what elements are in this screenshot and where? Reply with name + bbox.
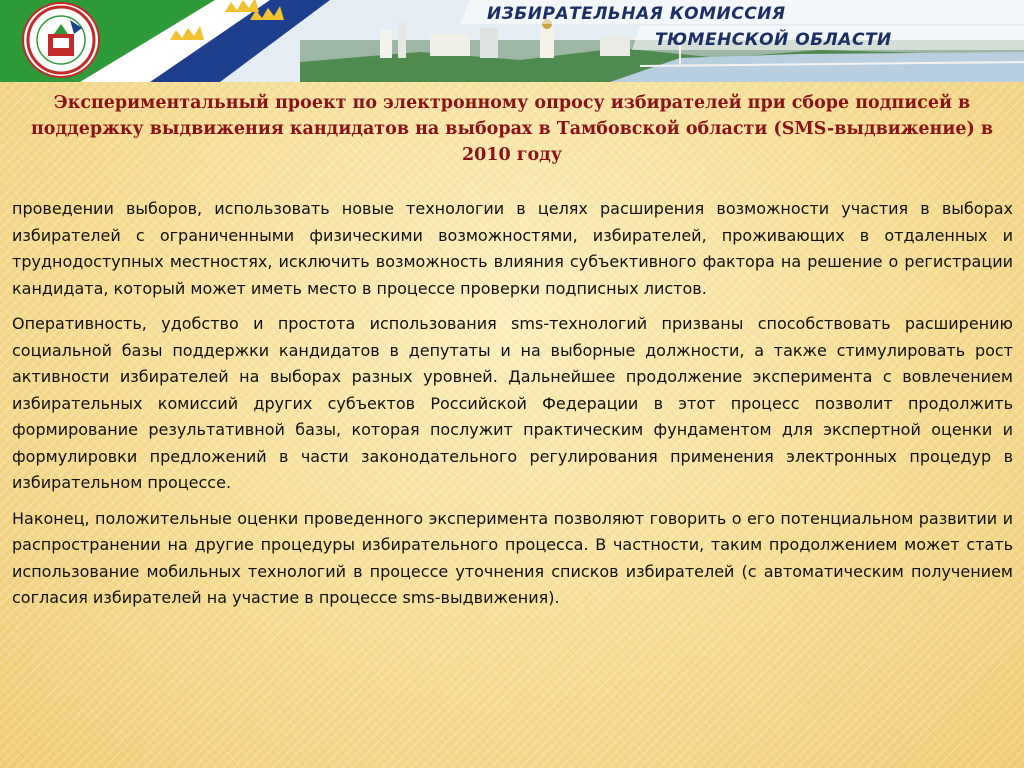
slide-body — [12, 196, 1013, 621]
banner-title-line2: ТЮМЕНСКОЙ ОБЛАСТИ — [655, 30, 892, 50]
body-paragraph-2: Оперативность, удобство и простота использования sms-технологий призваны способствовать расширению социальной базы поддержки кандидатов в депутаты и на выборные должности, а также стимулировать рост активности избирателей на выборах разных уровней. Дальнейшее продолжение эксперимента с вовлечением избирательных комиссий других субъектов Российской Федерации в этот процесс позволит продолжить формирование результативной базы, которая послужит практическим фундаментом для экспертной оценки и формулировки предложений в части законодательного регулирования применения электронных процедур в избирательном процессе. — [12, 314, 1013, 492]
banner-title-line1: ИЗБИРАТЕЛЬНАЯ КОМИССИЯ — [487, 4, 786, 24]
election-commission-emblem — [22, 2, 100, 78]
slide-title: Экспериментальный проект по электронному опросу избирателей при сборе подписей в поддержку выдвижения кандидатов на выборах в Тамбовской области (SMS-выдвижение) в 2010 году — [30, 93, 994, 165]
header-banner — [0, 0, 1024, 82]
body-paragraph-1: проведении выборов, использовать новые технологии в целях расширения возможности участия в выборах избирателей с ограниченными физическими возможностями, избирателей, проживающих в отдаленных и труднодоступных местностях, исключить возможность влияния субъективного фактора на решение о регистрации кандидата, который может иметь место в процессе проверки подписных листов. — [12, 199, 1013, 298]
body-paragraph-3: Наконец, положительные оценки проведенного эксперимента позволяют говорить о его потенциальном развитии и распространении на другие процедуры избирательного процесса. В частности, таким продолжением может стать использование мобильных технологий в процессе уточнения списков избирателей (с автоматическим получением согласия избирателей на участие в процессе sms-выдвижения). — [12, 508, 1013, 607]
